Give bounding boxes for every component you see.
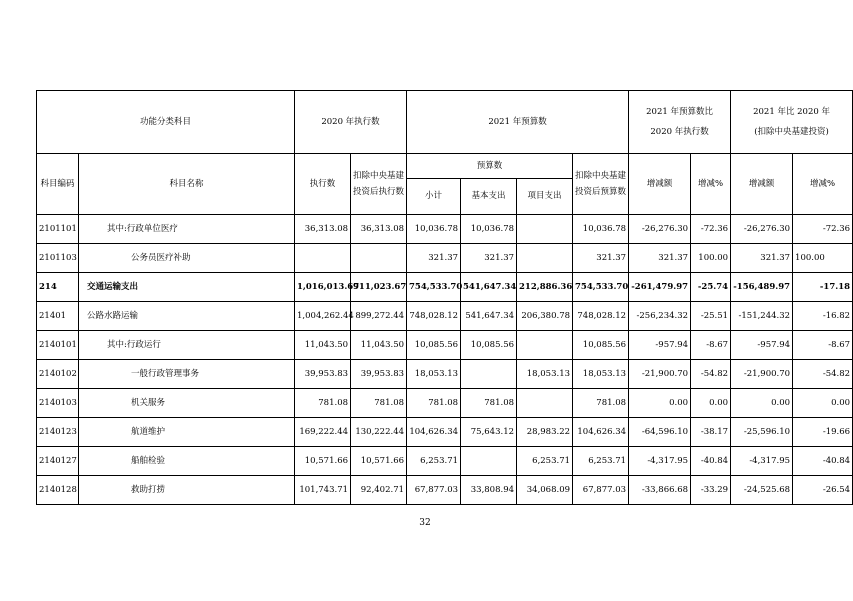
name-cell: 救助打捞	[79, 476, 295, 505]
header-compare-exec	[629, 91, 731, 154]
name-cell: 公路水路运输	[79, 302, 295, 331]
inc-amount-1-cell: -33,866.68	[629, 476, 691, 505]
table-row	[37, 244, 853, 273]
project-cell: 34,068.09	[517, 476, 573, 505]
exec-cell: 169,222.44	[295, 418, 351, 447]
budget-table	[36, 90, 853, 505]
header-code: 科目编码	[37, 154, 79, 215]
inc-amount-2-cell: -156,489.97	[731, 273, 793, 302]
inc-amount-2-cell: -957.94	[731, 331, 793, 360]
header-budget-amount: 预算数	[407, 154, 573, 179]
project-cell: 206,380.78	[517, 302, 573, 331]
inc-pct-1-cell: -38.17	[691, 418, 731, 447]
header-name: 科目名称	[79, 154, 295, 215]
inc-pct-1-cell: -25.51	[691, 302, 731, 331]
project-cell	[517, 331, 573, 360]
header-compare-excl-line2: (扣除中央基建投资)	[754, 127, 829, 137]
project-cell: 212,886.36	[517, 273, 573, 302]
excl-budget-cell: 10,036.78	[573, 215, 629, 244]
page-number: 32	[419, 518, 431, 528]
inc-amount-2-cell: -151,244.32	[731, 302, 793, 331]
inc-pct-1-cell: -33.29	[691, 476, 731, 505]
exec-cell: 1,004,262.44	[295, 302, 351, 331]
inc-amount-2-cell: 0.00	[731, 389, 793, 418]
excl-exec-cell: 39,953.83	[351, 360, 407, 389]
inc-amount-1-cell: 0.00	[629, 389, 691, 418]
exec-cell: 11,043.50	[295, 331, 351, 360]
inc-pct-2-cell: 100.00	[793, 244, 853, 273]
excl-budget-cell: 754,533.70	[573, 273, 629, 302]
inc-amount-2-cell: -24,525.68	[731, 476, 793, 505]
header-inc-pct-1: 增减%	[691, 154, 731, 215]
project-cell: 28,983.22	[517, 418, 573, 447]
header-compare-excl	[731, 91, 853, 154]
exec-cell: 1,016,013.67	[295, 273, 351, 302]
excl-exec-cell: 36,313.08	[351, 215, 407, 244]
excl-exec-cell: 899,272.44	[351, 302, 407, 331]
header-2021-budget: 2021 年预算数	[407, 91, 629, 154]
exec-cell: 781.08	[295, 389, 351, 418]
excl-exec-cell: 10,571.66	[351, 447, 407, 476]
excl-budget-cell: 781.08	[573, 389, 629, 418]
subtotal-cell: 10,085.56	[407, 331, 461, 360]
header-func-category: 功能分类科目	[37, 91, 295, 154]
code-cell: 214	[37, 273, 79, 302]
basic-cell: 75,643.12	[461, 418, 517, 447]
code-cell: 2140101	[37, 331, 79, 360]
excl-exec-cell	[351, 244, 407, 273]
project-cell	[517, 244, 573, 273]
exec-cell	[295, 244, 351, 273]
data-rows	[37, 215, 853, 505]
code-cell: 2101101	[37, 215, 79, 244]
inc-amount-1-cell: -957.94	[629, 331, 691, 360]
inc-amount-1-cell: -21,900.70	[629, 360, 691, 389]
inc-pct-1-cell: -40.84	[691, 447, 731, 476]
inc-amount-2-cell: -26,276.30	[731, 215, 793, 244]
exec-cell: 36,313.08	[295, 215, 351, 244]
code-cell: 2140127	[37, 447, 79, 476]
excl-budget-cell: 748,028.12	[573, 302, 629, 331]
basic-cell: 33,808.94	[461, 476, 517, 505]
inc-amount-1-cell: -64,596.10	[629, 418, 691, 447]
inc-pct-1-cell: 0.00	[691, 389, 731, 418]
code-cell: 2140102	[37, 360, 79, 389]
inc-pct-2-cell: -26.54	[793, 476, 853, 505]
subtotal-cell: 67,877.03	[407, 476, 461, 505]
name-cell: 航道维护	[79, 418, 295, 447]
name-cell: 交通运输支出	[79, 273, 295, 302]
inc-pct-1-cell: -72.36	[691, 215, 731, 244]
header-subtotal: 小计	[407, 179, 461, 215]
inc-pct-2-cell: -40.84	[793, 447, 853, 476]
inc-amount-1-cell: -256,234.32	[629, 302, 691, 331]
name-cell: 其中:行政单位医疗	[79, 215, 295, 244]
excl-budget-cell: 10,085.56	[573, 331, 629, 360]
header-excl-central-exec: 扣除中央基建投资后执行数	[351, 154, 407, 215]
header-exec: 执行数	[295, 154, 351, 215]
basic-cell	[461, 447, 517, 476]
code-cell: 2101103	[37, 244, 79, 273]
subtotal-cell: 781.08	[407, 389, 461, 418]
code-cell: 2140123	[37, 418, 79, 447]
table-row	[37, 476, 853, 505]
inc-amount-2-cell: -4,317.95	[731, 447, 793, 476]
inc-pct-2-cell: -19.66	[793, 418, 853, 447]
inc-amount-2-cell: 321.37	[731, 244, 793, 273]
table-row	[37, 273, 853, 302]
inc-amount-1-cell: -26,276.30	[629, 215, 691, 244]
table-row	[37, 360, 853, 389]
excl-exec-cell: 92,402.71	[351, 476, 407, 505]
exec-cell: 10,571.66	[295, 447, 351, 476]
subtotal-cell: 321.37	[407, 244, 461, 273]
header-project: 项目支出	[517, 179, 573, 215]
exec-cell: 101,743.71	[295, 476, 351, 505]
inc-pct-1-cell: 100.00	[691, 244, 731, 273]
inc-pct-2-cell: -72.36	[793, 215, 853, 244]
excl-exec-cell: 911,023.67	[351, 273, 407, 302]
excl-exec-cell: 11,043.50	[351, 331, 407, 360]
inc-amount-1-cell: -4,317.95	[629, 447, 691, 476]
basic-cell: 321.37	[461, 244, 517, 273]
table-row	[37, 389, 853, 418]
code-cell: 21401	[37, 302, 79, 331]
header-compare-exec-line2: 2020 年执行数	[650, 127, 709, 137]
project-cell: 6,253.71	[517, 447, 573, 476]
table-row	[37, 447, 853, 476]
header-2020-exec: 2020 年执行数	[295, 91, 407, 154]
basic-cell: 10,085.56	[461, 331, 517, 360]
header-excl-central-budget: 扣除中央基建投资后预算数	[573, 154, 629, 215]
exec-cell: 39,953.83	[295, 360, 351, 389]
excl-exec-cell: 781.08	[351, 389, 407, 418]
excl-budget-cell: 6,253.71	[573, 447, 629, 476]
inc-amount-2-cell: -21,900.70	[731, 360, 793, 389]
header-row-2	[37, 154, 853, 179]
basic-cell: 781.08	[461, 389, 517, 418]
header-basic: 基本支出	[461, 179, 517, 215]
header-inc-amount-1: 增减额	[629, 154, 691, 215]
name-cell: 其中:行政运行	[79, 331, 295, 360]
name-cell: 一般行政管理事务	[79, 360, 295, 389]
subtotal-cell: 10,036.78	[407, 215, 461, 244]
inc-pct-2-cell: -16.82	[793, 302, 853, 331]
header-inc-amount-2: 增减额	[731, 154, 793, 215]
subtotal-cell: 748,028.12	[407, 302, 461, 331]
project-cell	[517, 389, 573, 418]
code-cell: 2140128	[37, 476, 79, 505]
project-cell: 18,053.13	[517, 360, 573, 389]
table-row	[37, 215, 853, 244]
inc-pct-2-cell: -8.67	[793, 331, 853, 360]
inc-pct-2-cell: 0.00	[793, 389, 853, 418]
inc-amount-2-cell: -25,596.10	[731, 418, 793, 447]
table-row	[37, 302, 853, 331]
basic-cell: 10,036.78	[461, 215, 517, 244]
excl-budget-cell: 18,053.13	[573, 360, 629, 389]
header-inc-pct-2: 增减%	[793, 154, 853, 215]
inc-pct-1-cell: -25.74	[691, 273, 731, 302]
excl-budget-cell: 104,626.34	[573, 418, 629, 447]
excl-exec-cell: 130,222.44	[351, 418, 407, 447]
excl-budget-cell: 67,877.03	[573, 476, 629, 505]
subtotal-cell: 104,626.34	[407, 418, 461, 447]
inc-amount-1-cell: -261,479.97	[629, 273, 691, 302]
excl-budget-cell: 321.37	[573, 244, 629, 273]
header-compare-excl-line1: 2021 年比 2020 年	[753, 106, 830, 117]
subtotal-cell: 754,533.70	[407, 273, 461, 302]
basic-cell: 541,647.34	[461, 302, 517, 331]
code-cell: 2140103	[37, 389, 79, 418]
inc-pct-2-cell: -17.18	[793, 273, 853, 302]
table-row	[37, 418, 853, 447]
basic-cell	[461, 360, 517, 389]
inc-pct-1-cell: -54.82	[691, 360, 731, 389]
inc-pct-2-cell: -54.82	[793, 360, 853, 389]
header-row-1	[37, 91, 853, 154]
project-cell	[517, 215, 573, 244]
inc-pct-1-cell: -8.67	[691, 331, 731, 360]
inc-amount-1-cell: 321.37	[629, 244, 691, 273]
name-cell: 公务员医疗补助	[79, 244, 295, 273]
header-compare-exec-line1: 2021 年预算数比	[646, 106, 713, 117]
subtotal-cell: 6,253.71	[407, 447, 461, 476]
basic-cell: 541,647.34	[461, 273, 517, 302]
name-cell: 机关服务	[79, 389, 295, 418]
name-cell: 船舶检验	[79, 447, 295, 476]
subtotal-cell: 18,053.13	[407, 360, 461, 389]
table-row	[37, 331, 853, 360]
